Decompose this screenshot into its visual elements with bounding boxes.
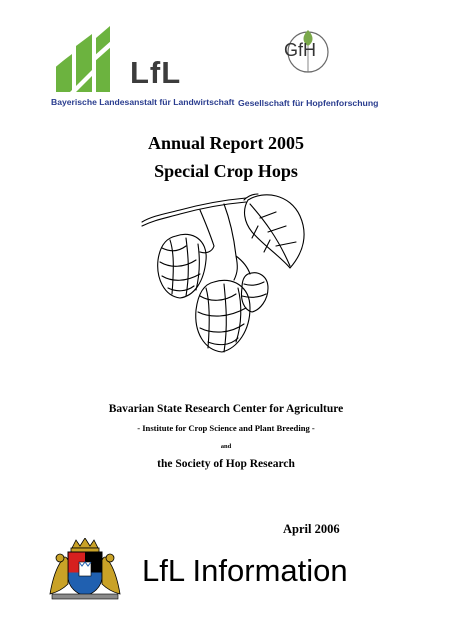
lfl-leaf-icon: [48, 26, 132, 96]
gfh-caption: Gesellschaft für Hopfenforschung: [238, 98, 379, 108]
lfl-logo: [48, 26, 238, 110]
report-subtitle: Special Crop Hops: [154, 161, 298, 181]
gfh-logo: [278, 28, 338, 78]
institute-name: - Institute for Crop Science and Plant Breeding -: [137, 423, 315, 433]
hop-plant-icon: [140, 190, 315, 370]
gfh-wordmark: GfH: [284, 40, 317, 60]
bavarian-coat-of-arms: [46, 538, 124, 600]
institution-name: Bavarian State Research Center for Agriculture: [108, 403, 344, 415]
report-title: Annual Report 2005: [147, 133, 304, 153]
series-title: LfL Information: [142, 553, 348, 588]
lfl-subtitle: Bayerische Landesanstalt für Landwirtschaft: [51, 97, 235, 107]
society-name: the Society of Hop Research: [157, 458, 295, 470]
and-word: and: [220, 443, 232, 450]
lfl-wordmark: LfL: [130, 55, 182, 90]
coat-of-arms-icon: [46, 538, 124, 600]
report-date: April 2006: [283, 522, 340, 536]
hop-illustration: [140, 190, 315, 370]
